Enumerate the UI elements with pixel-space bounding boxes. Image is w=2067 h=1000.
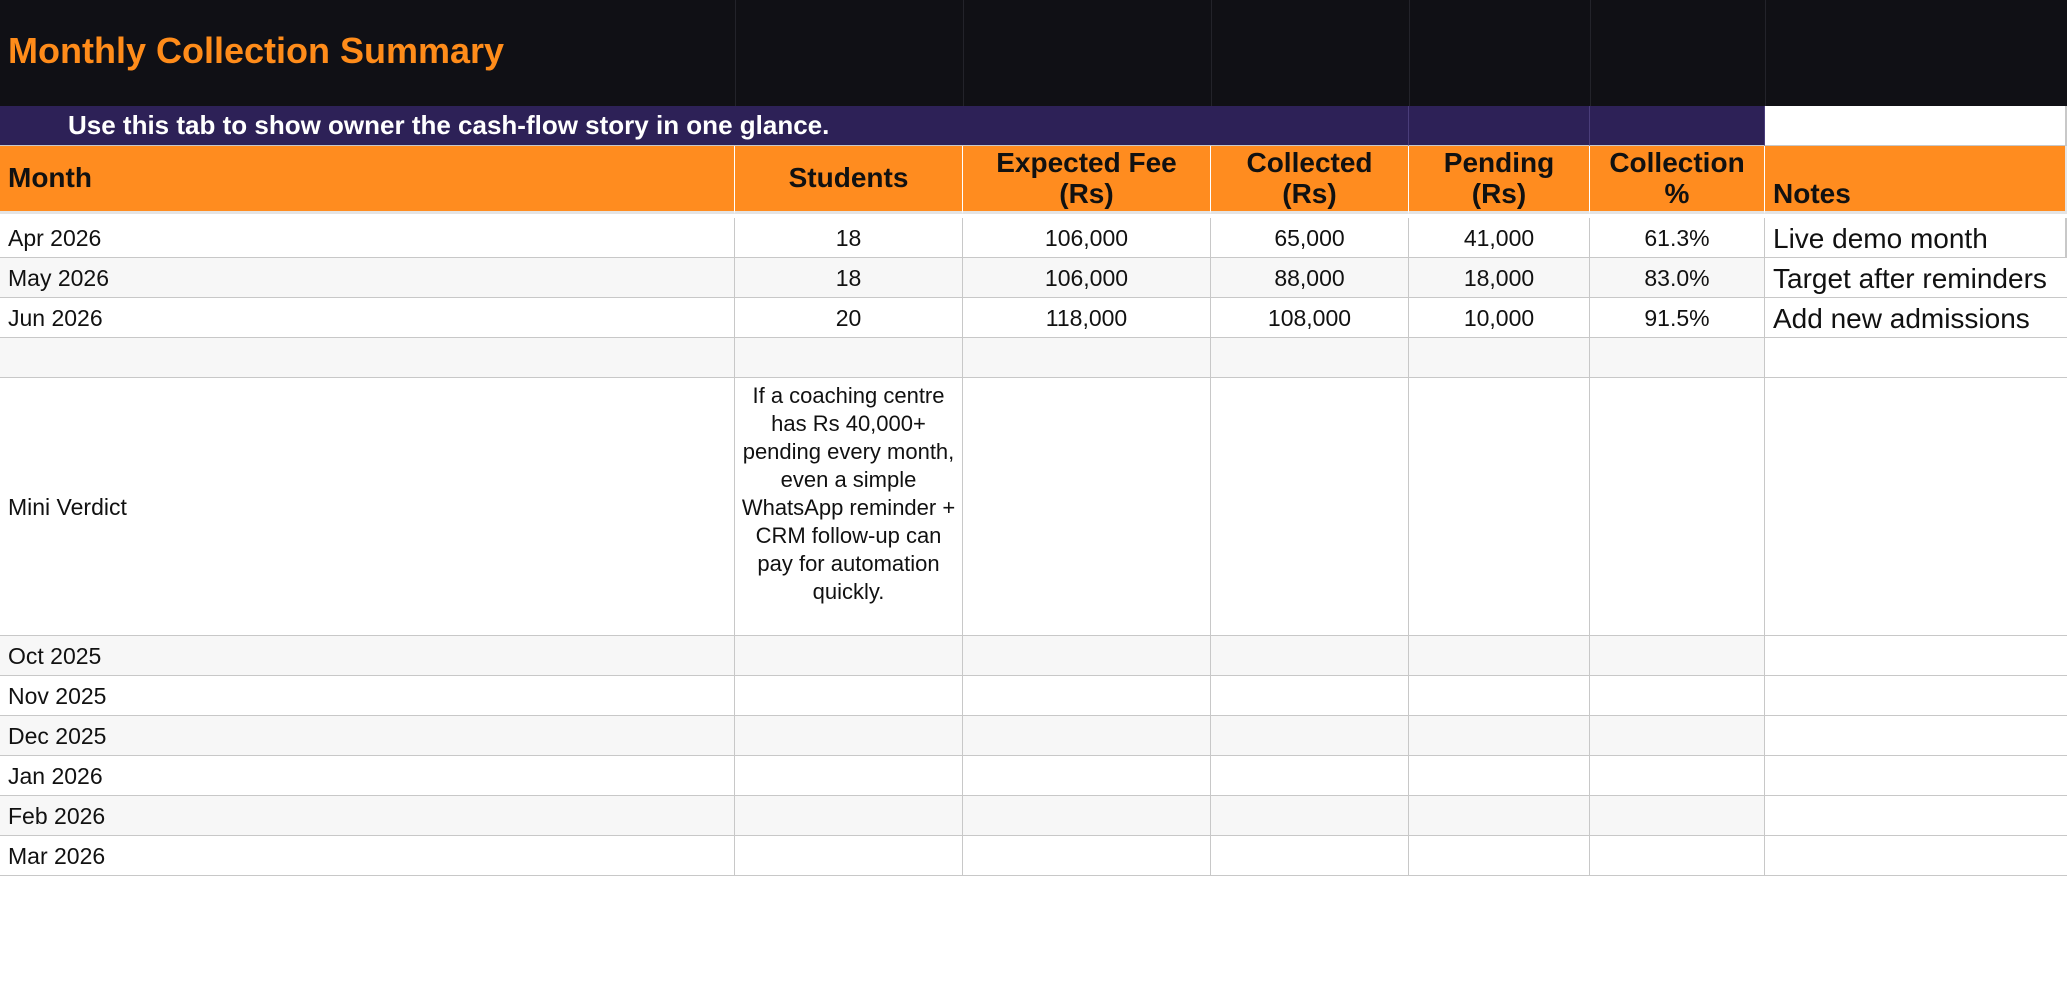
- empty-cell[interactable]: [1590, 378, 1765, 636]
- subtitle-cell[interactable]: [1409, 106, 1590, 146]
- empty-cell[interactable]: [1409, 378, 1590, 636]
- empty-cell[interactable]: [963, 676, 1211, 716]
- empty-cell[interactable]: [1765, 756, 2067, 796]
- cell-month[interactable]: May 2026: [0, 258, 735, 298]
- empty-cell[interactable]: [735, 796, 963, 836]
- cell-note[interactable]: Live demo month: [1765, 218, 2067, 258]
- header-month[interactable]: Month: [0, 146, 735, 214]
- cell-students[interactable]: 18: [735, 258, 963, 298]
- cell-collected[interactable]: 88,000: [1211, 258, 1409, 298]
- empty-cell[interactable]: [963, 636, 1211, 676]
- empty-cell[interactable]: [1211, 836, 1409, 876]
- sheet-subtitle: Use this tab to show owner the cash-flow story in one glance.: [68, 110, 830, 140]
- empty-cell[interactable]: [1590, 338, 1765, 378]
- cell-note[interactable]: Add new admissions: [1765, 298, 2067, 338]
- cell-expected-fee[interactable]: 118,000: [963, 298, 1211, 338]
- cell-students[interactable]: 18: [735, 218, 963, 258]
- empty-cell[interactable]: [1590, 836, 1765, 876]
- empty-cell[interactable]: [735, 676, 963, 716]
- verdict-label[interactable]: Mini Verdict: [0, 378, 735, 636]
- empty-cell[interactable]: [1765, 338, 2067, 378]
- empty-cell[interactable]: [1765, 378, 2067, 636]
- empty-cell[interactable]: [1409, 716, 1590, 756]
- empty-cell[interactable]: [1765, 836, 2067, 876]
- empty-cell[interactable]: [1409, 636, 1590, 676]
- cell-collected[interactable]: 65,000: [1211, 218, 1409, 258]
- header-students[interactable]: Students: [735, 146, 963, 214]
- empty-cell[interactable]: [1211, 676, 1409, 716]
- empty-cell[interactable]: [735, 636, 963, 676]
- empty-cell[interactable]: [0, 338, 735, 378]
- empty-cell[interactable]: [963, 338, 1211, 378]
- empty-cell[interactable]: [1211, 796, 1409, 836]
- header-collected[interactable]: Collected (Rs): [1211, 146, 1409, 214]
- header-pending[interactable]: Pending (Rs): [1409, 146, 1590, 214]
- empty-cell[interactable]: [963, 836, 1211, 876]
- empty-cell[interactable]: [735, 756, 963, 796]
- cell-month[interactable]: Feb 2026: [0, 796, 735, 836]
- empty-cell[interactable]: [1590, 756, 1765, 796]
- empty-cell[interactable]: [1211, 756, 1409, 796]
- verdict-text[interactable]: If a coaching centre has Rs 40,000+ pending every month, even a simple WhatsApp reminder + CRM follow-up can pay for automation quickly.: [735, 378, 963, 636]
- empty-cell[interactable]: [1409, 836, 1590, 876]
- empty-cell[interactable]: [1211, 636, 1409, 676]
- cell-month[interactable]: Nov 2025: [0, 676, 735, 716]
- empty-cell[interactable]: [1211, 338, 1409, 378]
- cell-month[interactable]: Mar 2026: [0, 836, 735, 876]
- empty-cell[interactable]: [1590, 796, 1765, 836]
- cell-collection-pct[interactable]: 61.3%: [1590, 218, 1765, 258]
- title-row: [0, 0, 2067, 106]
- empty-cell[interactable]: [1765, 796, 2067, 836]
- cell-month[interactable]: Dec 2025: [0, 716, 735, 756]
- empty-cell[interactable]: [1409, 756, 1590, 796]
- cell-collected[interactable]: 108,000: [1211, 298, 1409, 338]
- header-collection-pct[interactable]: Collection %: [1590, 146, 1765, 214]
- empty-cell[interactable]: [1765, 716, 2067, 756]
- cell-month[interactable]: Apr 2026: [0, 218, 735, 258]
- empty-cell[interactable]: [735, 338, 963, 378]
- empty-cell[interactable]: [1590, 716, 1765, 756]
- empty-cell[interactable]: [963, 716, 1211, 756]
- cell-pending[interactable]: 10,000: [1409, 298, 1590, 338]
- cell-expected-fee[interactable]: 106,000: [963, 258, 1211, 298]
- empty-cell[interactable]: [735, 836, 963, 876]
- cell-expected-fee[interactable]: 106,000: [963, 218, 1211, 258]
- header-notes[interactable]: Notes: [1765, 146, 2067, 214]
- empty-cell[interactable]: [1765, 676, 2067, 716]
- subtitle-cell[interactable]: [1590, 106, 1765, 146]
- cell-collection-pct[interactable]: 91.5%: [1590, 298, 1765, 338]
- empty-cell[interactable]: [1765, 636, 2067, 676]
- empty-cell[interactable]: [1409, 796, 1590, 836]
- empty-cell[interactable]: [1765, 106, 2067, 146]
- empty-cell[interactable]: [1211, 378, 1409, 636]
- cell-pending[interactable]: 18,000: [1409, 258, 1590, 298]
- empty-cell[interactable]: [1409, 338, 1590, 378]
- cell-month[interactable]: Jun 2026: [0, 298, 735, 338]
- empty-cell[interactable]: [963, 756, 1211, 796]
- header-expected-fee[interactable]: Expected Fee (Rs): [963, 146, 1211, 214]
- empty-cell[interactable]: [963, 796, 1211, 836]
- cell-students[interactable]: 20: [735, 298, 963, 338]
- empty-cell[interactable]: [1211, 716, 1409, 756]
- cell-month[interactable]: Oct 2025: [0, 636, 735, 676]
- empty-cell[interactable]: [1409, 676, 1590, 716]
- sheet-title[interactable]: Monthly Collection Summary: [8, 30, 505, 71]
- cell-pending[interactable]: 41,000: [1409, 218, 1590, 258]
- empty-cell[interactable]: [1590, 636, 1765, 676]
- cell-collection-pct[interactable]: 83.0%: [1590, 258, 1765, 298]
- cell-note[interactable]: Target after reminders: [1765, 258, 2067, 298]
- empty-cell[interactable]: [735, 716, 963, 756]
- empty-cell[interactable]: [963, 378, 1211, 636]
- empty-cell[interactable]: [1590, 676, 1765, 716]
- cell-month[interactable]: Jan 2026: [0, 756, 735, 796]
